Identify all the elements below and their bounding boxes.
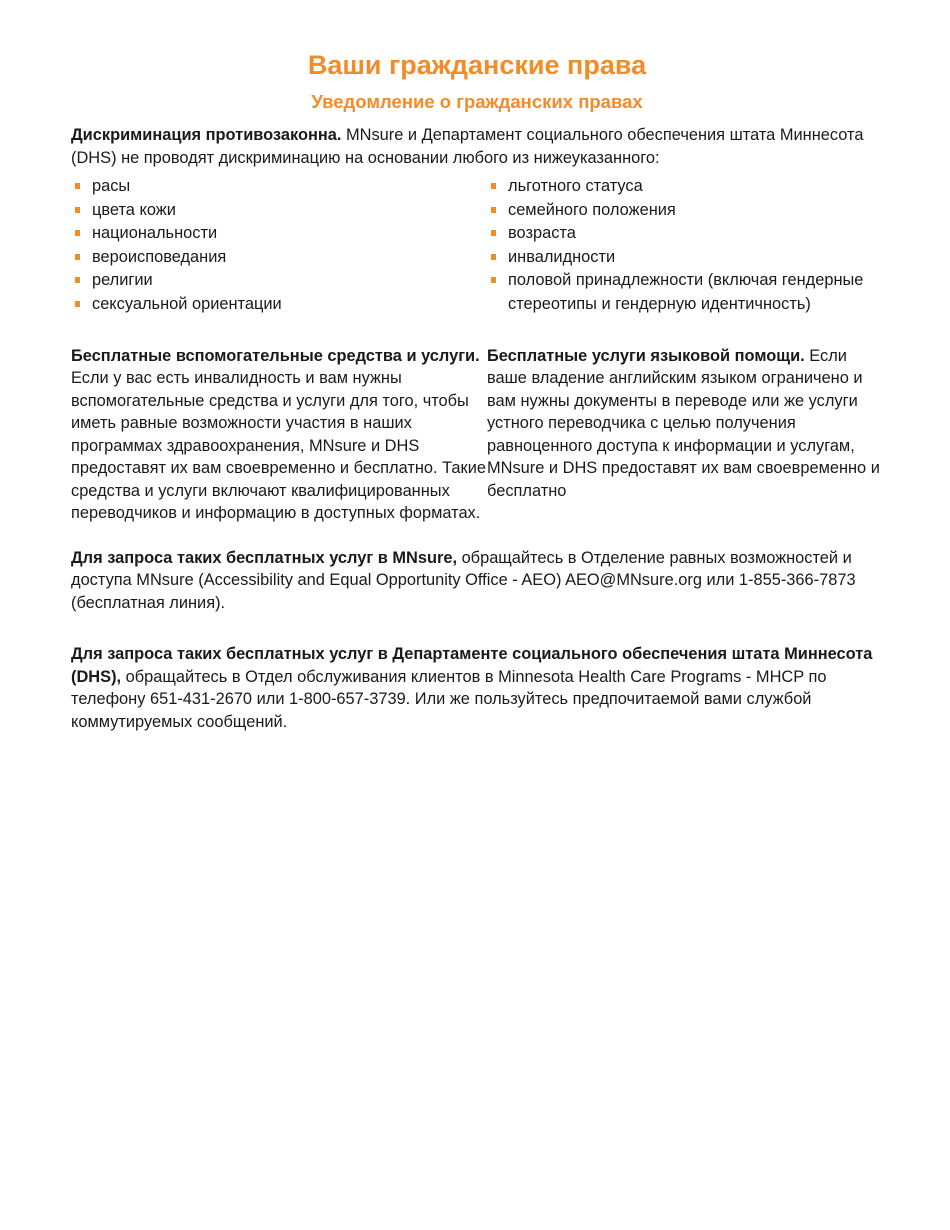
list-item-text: половой принадлежности (включая гендерные стереотипы и гендерную идентичность) [508,271,864,313]
bullet-icon [491,277,496,283]
list-item [487,246,883,270]
bases-list-right [487,175,883,317]
language-section [487,345,883,525]
list-item [71,222,487,246]
bullet-icon [75,277,80,283]
language-heading: Бесплатные услуги языковой помощи. [487,346,805,365]
notice-page [71,48,883,733]
discrimination-intro [71,124,883,169]
discrimination-bases [71,175,883,317]
aids-text: Если у вас есть инвалидность и вам нужны вспомогательные средства и услуги для того, чтобы иметь равные возможности участия в наших программах здравоохранения, MNsure и DHS предоставят их вам своевременно и бесплатно. Такие средства и услуги включают квалифицированных переводчиков и информацию в доступных форматах. [71,369,486,523]
bases-list-left [71,175,487,317]
list-item [487,269,883,316]
list-item [71,269,487,293]
list-item [71,246,487,270]
bullet-icon [491,183,496,189]
list-item [487,222,883,246]
mnsure-request-paragraph [71,547,883,615]
bullet-icon [491,254,496,260]
bullet-icon [491,230,496,236]
list-item [487,199,883,223]
language-paragraph [487,345,883,503]
dhs-request-heading: Для запроса таких бесплатных услуг в Департаменте социального обеспечения штата Миннесота (DHS), [71,645,873,686]
services-columns [71,345,883,525]
language-text: Если ваше владение английским языком ограничено и вам нужны документы в переводе или же услуги устного переводчика с целью получения равноценного доступа к информации и услугам, MNsure и DHS предоставят их вам своевременно и бесплатно [487,346,880,500]
list-item-text: сексуальной ориентации [92,294,282,313]
list-item-text: вероисповедания [92,247,227,266]
bullet-icon [75,230,80,236]
dhs-request-paragraph [71,643,883,733]
list-item-text: инвалидности [508,247,616,266]
bullet-icon [75,183,80,189]
bullet-icon [491,207,496,213]
list-item-text: цвета кожи [92,200,176,219]
bullet-icon [75,301,80,307]
list-item [487,175,883,199]
aids-paragraph [71,345,487,525]
dhs-request-text: обращайтесь в Отдел обслуживания клиентов в Minnesota Health Care Programs - MHCP по телефону 651-431-2670 или 1-800-657-3739. Или же пользуйтесь предпочитаемой вами службой коммутируемых сообщений. [71,667,827,731]
list-item [71,175,487,199]
list-item-text: расы [92,177,131,195]
list-item-text: возраста [508,224,576,243]
list-item-text: национальности [92,224,218,243]
aids-section [71,345,487,525]
list-item [71,199,487,223]
list-item [71,293,487,317]
list-item-text: религии [92,271,153,290]
page-title: Ваши гражданские права [307,50,647,80]
list-item-text: льготного статуса [508,177,643,195]
discrimination-intro-text: MNsure и Департамент социального обеспечения штата Миннесота (DHS) не проводят дискриминацию на основании любого из нижеуказанного: [71,126,864,167]
mnsure-request-heading: Для запроса таких бесплатных услуг в MNsure, [71,548,458,567]
bullet-icon [75,207,80,213]
bullet-icon [75,254,80,260]
mnsure-request-text: обращайтесь в Отделение равных возможностей и доступа MNsure (Accessibility and Equal Opportunity Office - AEO) AEO@MNsure.org или 1-855-366-7873 (бесплатная линия). [71,548,856,612]
aids-heading: Бесплатные вспомогательные средства и услуги. [71,346,480,365]
page-subtitle: Уведомление о гражданских правах [311,91,643,112]
discrimination-intro-bold: Дискриминация противозаконна. [71,126,342,144]
list-item-text: семейного положения [508,200,676,219]
